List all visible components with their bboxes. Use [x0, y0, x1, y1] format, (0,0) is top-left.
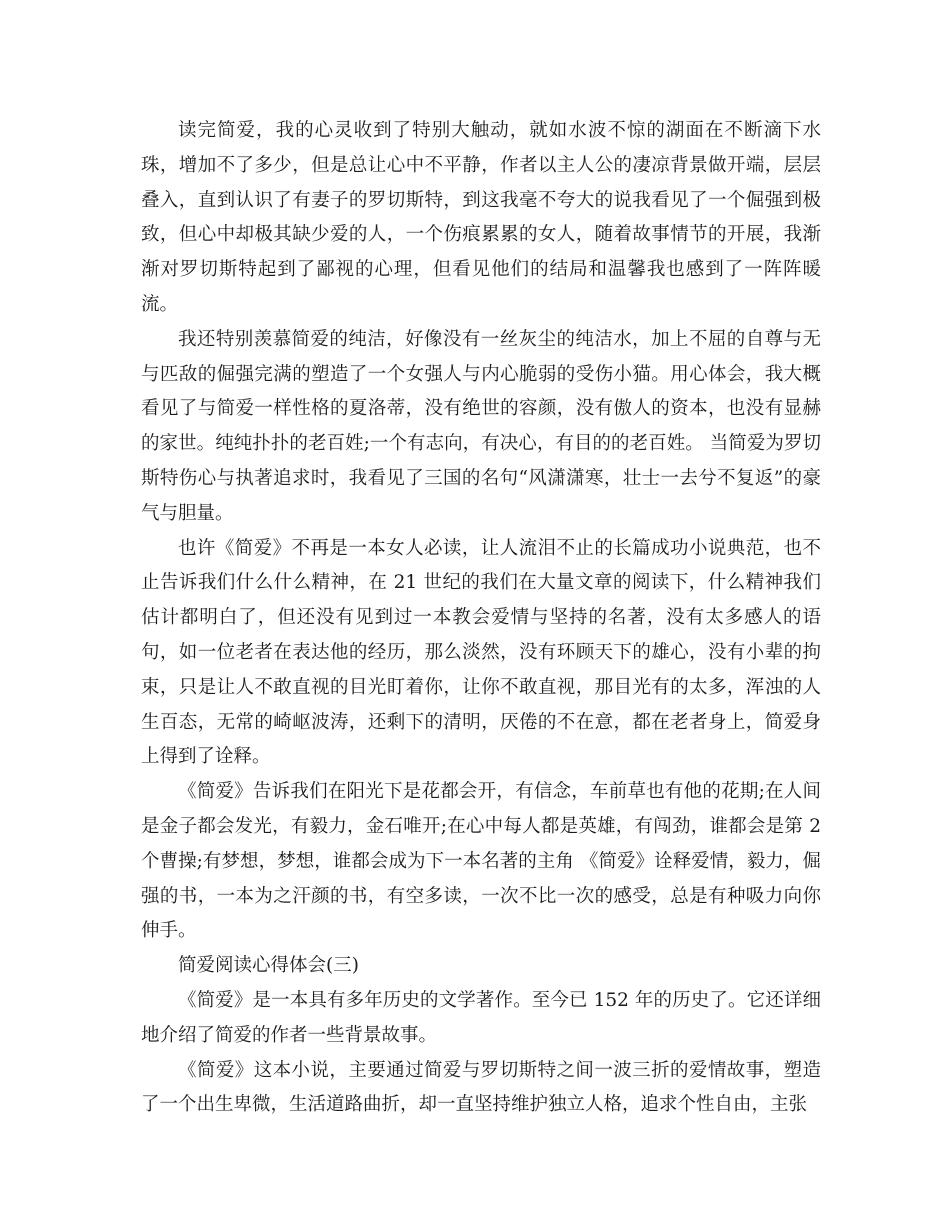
paragraph-4: 《简爱》告诉我们在阳光下是花都会开，有信念，车前草也有他的花期;在人间是金子都会发光，有毅力，金石唯开;在心中每人都是英雄，有闯劲，谁都会是第 2 个曹操;有梦想，梦想，谁都会成为下一本名著的主角 《简爱》诠释爱情，毅力，倔强的书，一本为之汗颜的书，有空多读，一次不比一次的感受，总是有种吸力向你伸手。 — [141, 781, 821, 942]
paragraph-5: 《简爱》是一本具有多年历史的文学著作。至今已 152 年的历史了。它还详细地介绍了简爱的作者一些背景故事。 — [141, 989, 821, 1046]
section-heading: 简爱阅读心得体会(三) — [178, 955, 359, 977]
paragraph-2: 我还特别羡慕简爱的纯洁，好像没有一丝灰尘的纯洁水，加上不屈的自尊与无与匹敌的倔强完满的塑造了一个女强人与内心脆弱的受伤小猫。用心体会，我大概看见了与简爱一样性格的夏洛蒂，没有绝世的容颜，没有傲人的资本，也没有显赫的家世。纯纯扑扑的老百姓;一个有志向，有决心，有目的的老百姓。 当简爱为罗切斯特伤心与执著追求时，我看见了三国的名句“风潇潇寒，壮士一去兮不复返”的豪气与胆量。 — [141, 328, 821, 524]
paragraph-1: 读完简爱，我的心灵收到了特别大触动，就如水波不惊的湖面在不断滴下水珠，增加不了多少，但是总让心中不平静，作者以主人公的凄凉背景做开端，层层叠入，直到认识了有妻子的罗切斯特，到这我毫不夸大的说我看见了一个倔强到极致，但心中却极其缺少爱的人，一个伤痕累累的女人，随着故事情节的开展，我渐渐对罗切斯特起到了鄙视的心理，但看见他们的结局和温馨我也感到了一阵阵暖流。 — [141, 120, 821, 315]
paragraph-3: 也许《简爱》不再是一本女人必读，让人流泪不止的长篇成功小说典范，也不止告诉我们什么什么精神，在 21 世纪的我们在大量文章的阅读下，什么精神我们估计都明白了，但还没有见到过一本教会爱情与坚持的名著，没有太多感人的语句，如一位老者在表达他的经历，那么淡然，没有环顾天下的雄心，没有小辈的拘束，只是让人不敢直视的目光盯着你，让你不敢直视，那目光有的太多，浑浊的人生百态，无常的崎岖波涛，还剩下的清明，厌倦的不在意，都在老者身上，简爱身上得到了诠释。 — [141, 537, 821, 768]
paragraph-6: 《简爱》这本小说，主要通过简爱与罗切斯特之间一波三折的爱情故事，塑造了一个出生卑微，生活道路曲折，却一直坚持维护独立人格，追求个性自由，主张 — [141, 1059, 821, 1116]
document-body — [141, 114, 821, 1123]
